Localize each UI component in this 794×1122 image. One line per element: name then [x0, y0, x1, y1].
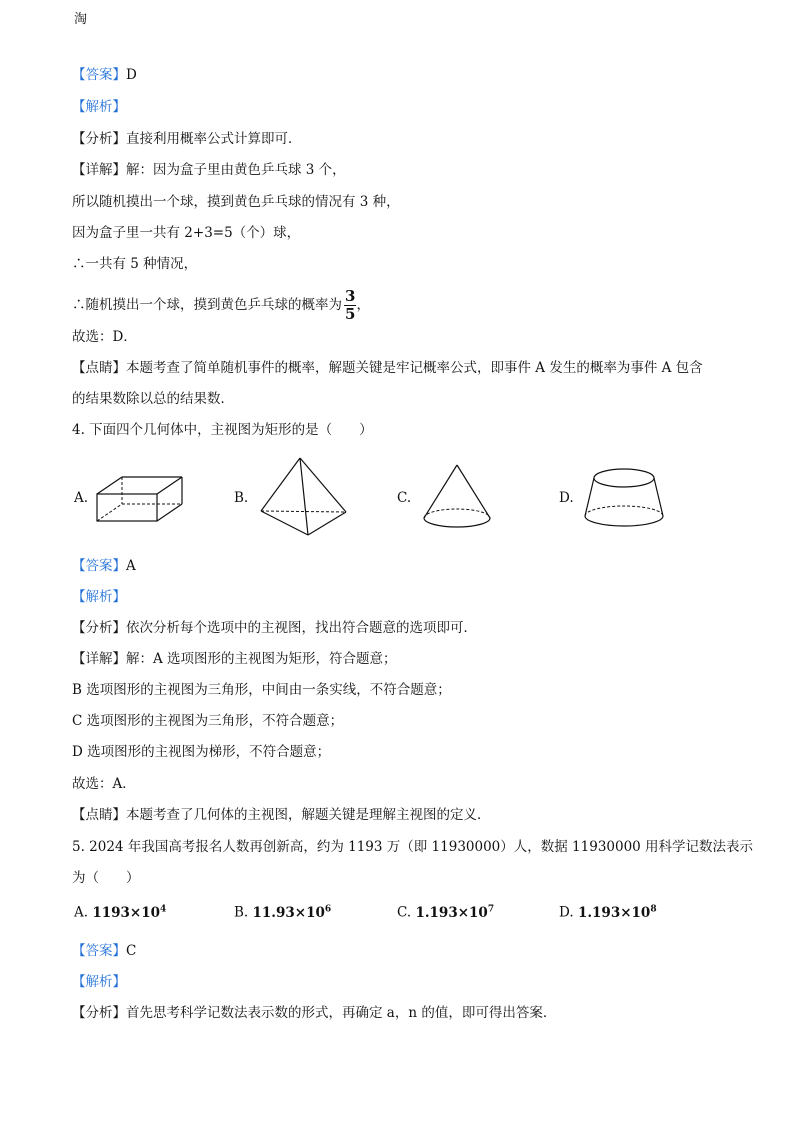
- q4-fenxi-line: [72, 618, 477, 638]
- q5-analysis-line: [72, 972, 126, 992]
- q4-option-a-label: A.: [74, 490, 89, 506]
- q4-detail-line: [72, 649, 397, 669]
- q4-option-b-label: B.: [234, 490, 249, 506]
- fenxi-text: 直接利用概率公式计算即可．: [126, 131, 302, 147]
- q3-line2: 所以随机摸出一个球，摸到黄色乒乓球的情况有 3 种，: [72, 194, 400, 210]
- fraction-after: ，: [356, 297, 370, 313]
- q3-comment-line2: 的结果数除以总的结果数．: [72, 391, 234, 407]
- q3-comment-line1: [72, 358, 703, 378]
- comment-tag: 【点睛】: [72, 360, 126, 376]
- q5-option-b: [234, 904, 331, 921]
- q4-line4: D 选项图形的主视图为梯形，不符合题意；: [72, 744, 331, 760]
- q4-line2: B 选项图形的主视图为三角形，中间由一条实线，不符合题意；: [72, 682, 451, 698]
- q4-line3: C 选项图形的主视图为三角形，不符合题意；: [72, 713, 344, 729]
- fraction-denominator: 5: [345, 305, 356, 323]
- option-label: A.: [74, 904, 89, 921]
- analysis-tag: 【解析】: [72, 99, 126, 115]
- q3-choose: 故选：D．: [72, 329, 137, 345]
- comment-text: 本题考查了几何体的主视图，解题关键是理解主视图的定义．: [126, 807, 491, 823]
- comment-tag: 【点睛】: [72, 807, 126, 823]
- fraction-numerator: 3: [345, 287, 356, 305]
- sci-exponent: 4: [160, 904, 167, 914]
- q4-choose: 故选：A．: [72, 776, 136, 792]
- q5-answer-line: [72, 941, 136, 961]
- pyramid-figure: [258, 456, 350, 538]
- header-char: 淘: [74, 12, 88, 27]
- option-label: B.: [234, 904, 249, 921]
- q3-detail-line: [72, 160, 346, 180]
- q3-line3: 因为盒子里一共有 2+3=5（个）球，: [72, 225, 301, 241]
- answer-value: A: [126, 558, 136, 574]
- q3-answer-line: [72, 65, 137, 85]
- option-value: [578, 905, 657, 921]
- q4-answer-line: [72, 556, 136, 576]
- q3-analysis-line: [72, 97, 126, 117]
- q5-fenxi-line: [72, 1003, 556, 1023]
- fenxi-text: 依次分析每个选项中的主视图，找出符合题意的选项即可．: [126, 620, 477, 636]
- sci-base: 1193×10: [92, 904, 161, 921]
- fenxi-tag: 【分析】: [72, 1005, 126, 1021]
- q4-analysis-line: [72, 587, 126, 607]
- q5-question-line2: 为（ ）: [72, 870, 140, 886]
- q5-option-c: [397, 904, 494, 921]
- option-value: [253, 905, 332, 921]
- q4-question: 4. 下面四个几何体中，主视图为矩形的是（ ）: [72, 422, 373, 438]
- answer-tag: 【答案】: [72, 67, 126, 83]
- answer-tag: 【答案】: [72, 558, 126, 574]
- q3-line5: [72, 288, 370, 323]
- q4-option-c-label: C.: [397, 490, 412, 506]
- detail-tag: 【详解】: [72, 651, 126, 667]
- detail-tag: 【详解】: [72, 162, 126, 178]
- analysis-tag: 【解析】: [72, 974, 126, 990]
- answer-value: D: [126, 67, 137, 83]
- detail-text: 解：A 选项图形的主视图为矩形，符合题意；: [126, 651, 397, 667]
- frustum-figure: [582, 466, 666, 532]
- sci-exponent: 8: [650, 904, 657, 914]
- comment-text: 本题考查了简单随机事件的概率，解题关键是牢记概率公式，即事件 A 发生的概率为事件 A 包含: [126, 360, 703, 376]
- option-value: [92, 905, 166, 921]
- fenxi-text: 首先思考科学记数法表示数的形式，再确定 a，n 的值，即可得出答案．: [126, 1005, 557, 1021]
- q4-option-d-label: D.: [559, 490, 574, 506]
- sci-exponent: 7: [487, 904, 495, 914]
- q4-comment-line: [72, 805, 491, 825]
- fraction: [344, 288, 356, 323]
- sci-base: 1.193×10: [577, 904, 651, 921]
- q3-line5-text: ∴随机摸出一个球，摸到黄色乒乓球的概率为: [72, 297, 342, 313]
- sci-base: 11.93×10: [252, 904, 325, 921]
- sci-exponent: 6: [324, 904, 332, 914]
- fenxi-tag: 【分析】: [72, 620, 126, 636]
- q5-option-a: [74, 904, 166, 921]
- q3-fenxi-line: [72, 129, 302, 149]
- answer-value: C: [126, 943, 137, 959]
- option-value: [415, 905, 494, 921]
- cone-figure: [420, 462, 494, 532]
- analysis-tag: 【解析】: [72, 589, 126, 605]
- q5-question-line1: 5. 2024 年我国高考报名人数再创新高，约为 1193 万（即 11930000）人，数据 11930000 用科学记数法表示: [72, 839, 754, 855]
- option-label: D.: [559, 904, 574, 921]
- q3-line4: ∴一共有 5 种情况，: [72, 256, 198, 272]
- option-label: C.: [397, 904, 412, 921]
- answer-tag: 【答案】: [72, 943, 126, 959]
- q5-option-d: [559, 904, 657, 921]
- fenxi-tag: 【分析】: [72, 131, 126, 147]
- cuboid-figure: [94, 474, 186, 526]
- detail-text: 解：因为盒子里由黄色乒乓球 3 个，: [126, 162, 346, 178]
- sci-base: 1.193×10: [415, 904, 488, 921]
